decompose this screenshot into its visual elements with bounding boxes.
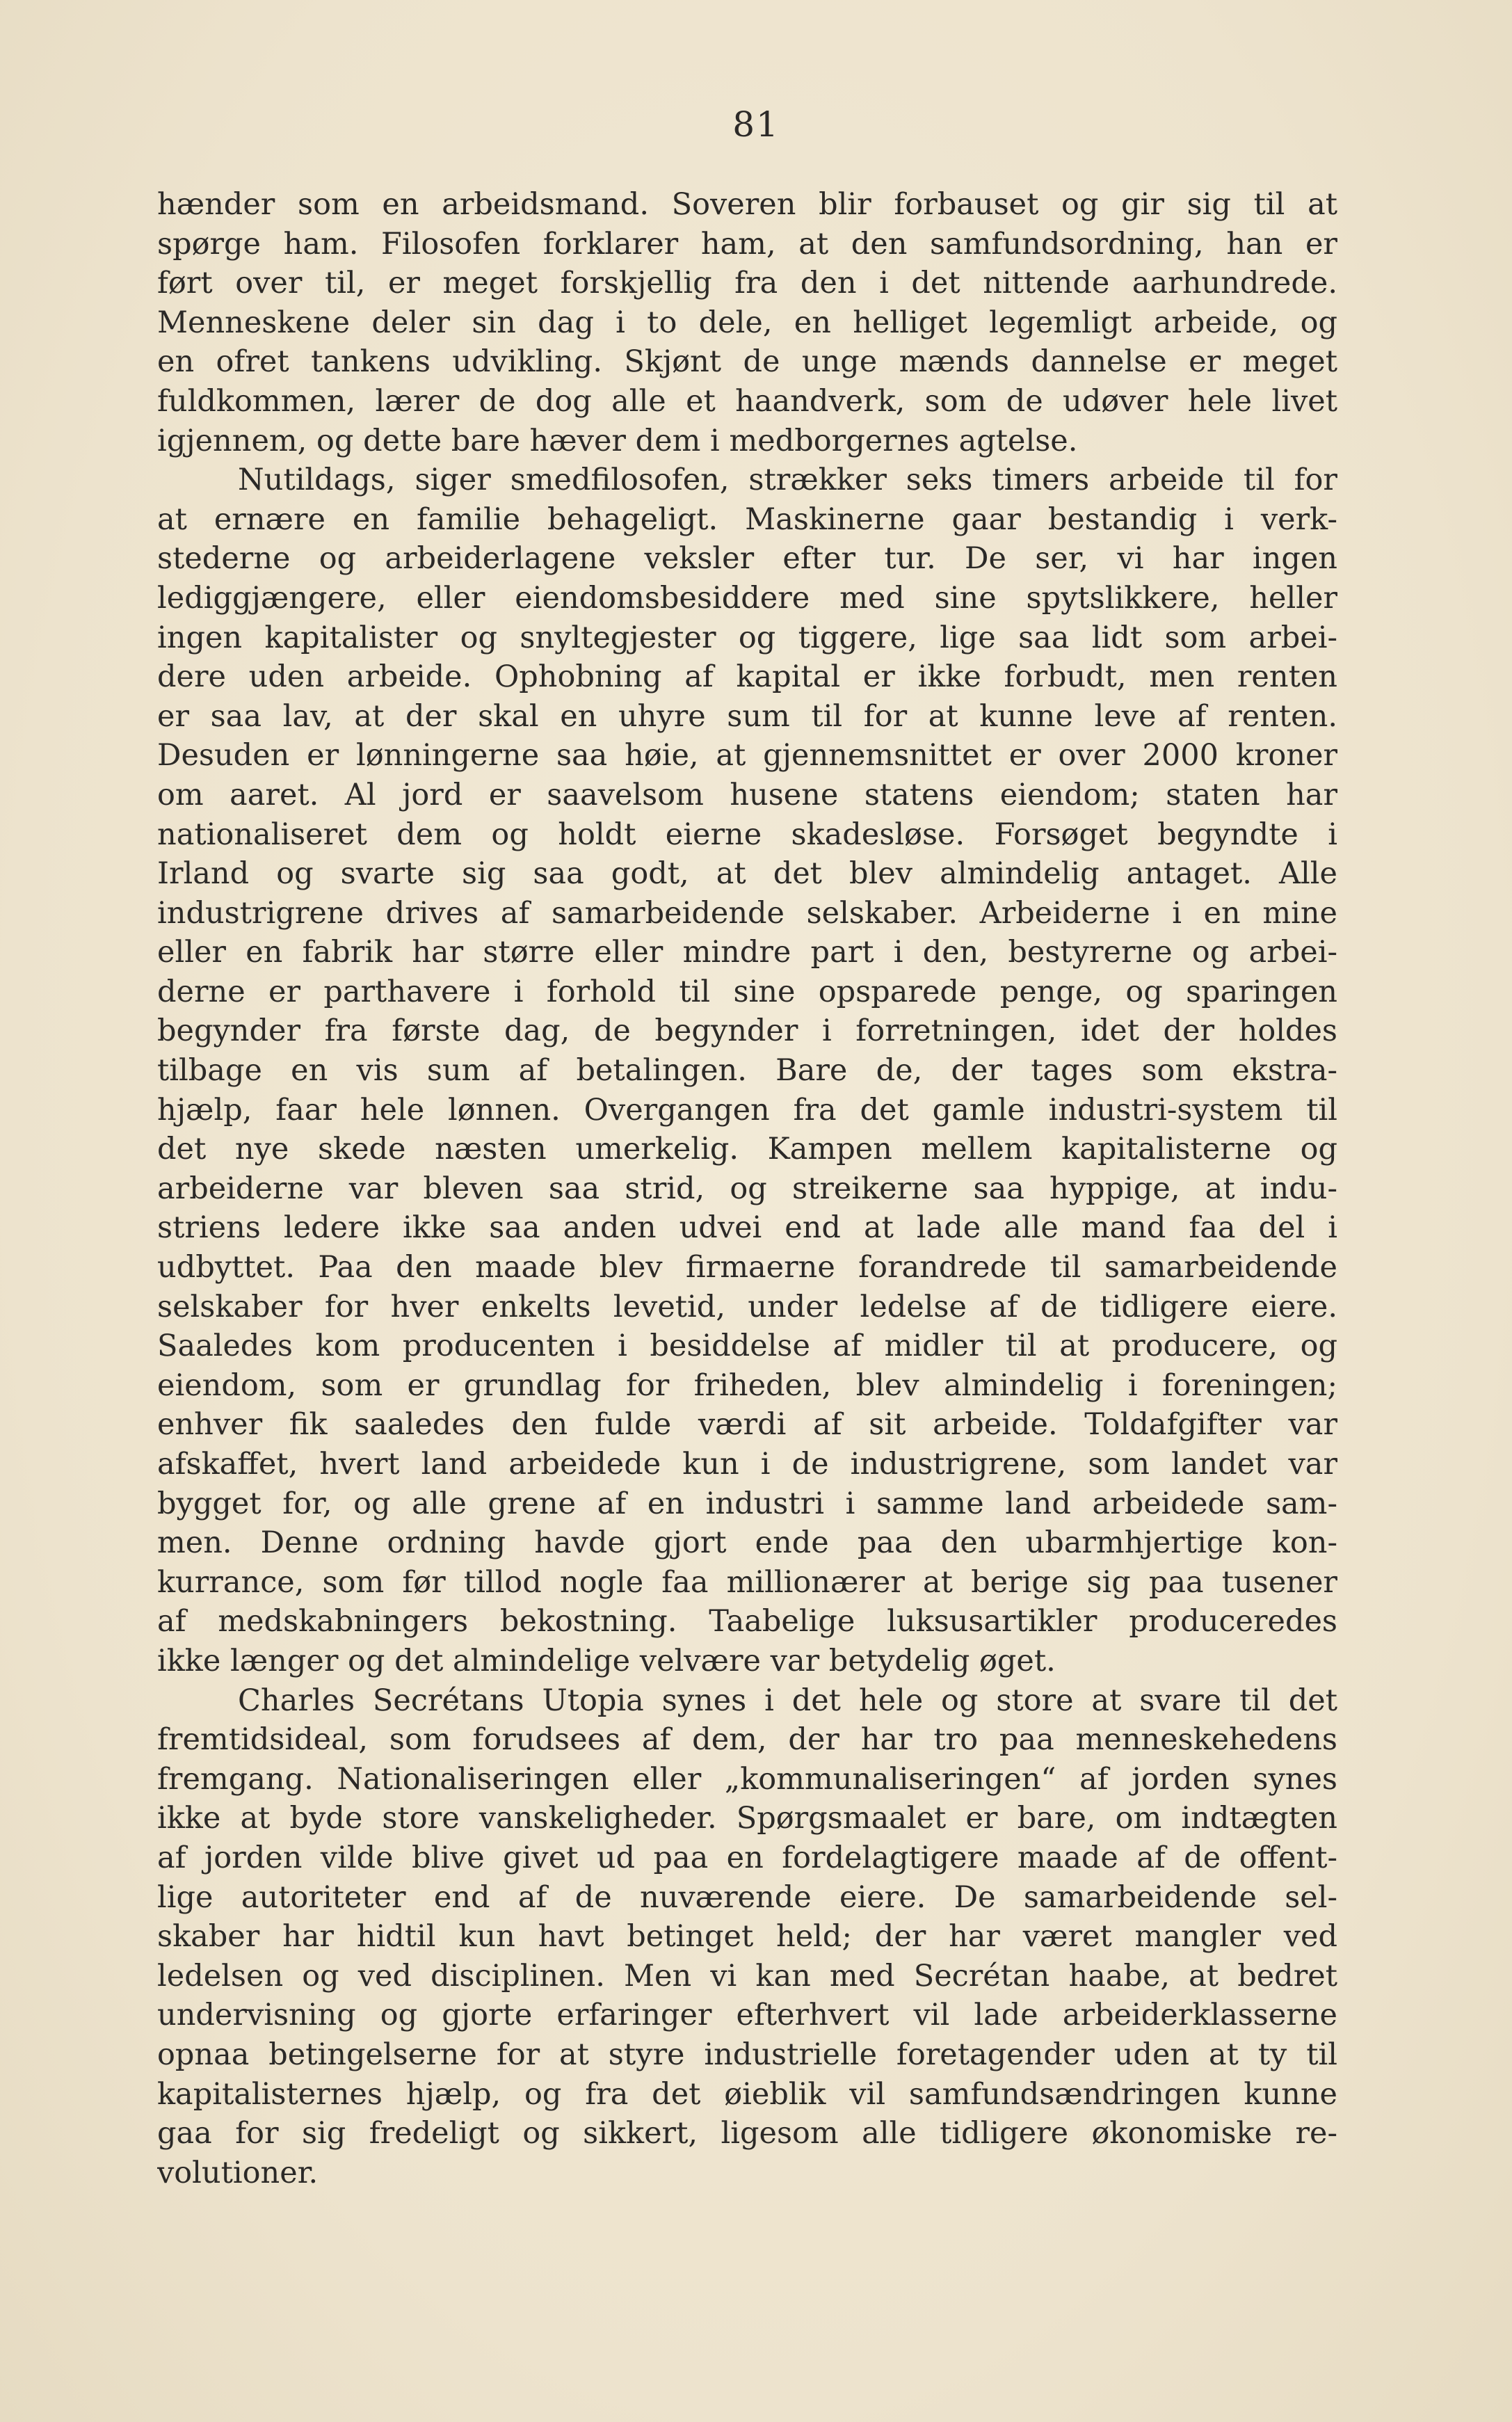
- text-line: opnaa betingelserne for at styre industrielle foretagender uden at ty til: [157, 2037, 1337, 2072]
- text-line: igjennem, og dette bare hæver dem i medborgernes agtelse.: [157, 423, 1078, 458]
- text-line: kapitalisternes hjælp, og fra det øieblik vil samfundsændringen kunne: [157, 2076, 1337, 2112]
- text-line: udbyttet. Paa den maade blev firmaerne forandrede til samarbeidende: [157, 1250, 1337, 1285]
- text-line: selskaber for hver enkelts levetid, under ledelse af de tidligere eiere.: [157, 1289, 1337, 1324]
- text-line: eller en fabrik har større eller mindre part i den, bestyrerne og arbei-: [157, 935, 1337, 970]
- text-line: fuldkommen, lærer de dog alle et haandverk, som de udøver hele livet: [157, 383, 1337, 419]
- text-line: fremgang. Nationaliseringen eller „kommunaliseringen“ af jorden synes: [157, 1761, 1337, 1797]
- text-line: Menneskene deler sin dag i to dele, en helliget legemligt arbeide, og: [157, 305, 1337, 340]
- text-line: ledelsen og ved disciplinen. Men vi kan med Secrétan haabe, at bedret: [157, 1958, 1337, 1994]
- text-line: lige autoriteter end af de nuværende eiere. De samarbeidende sel-: [157, 1879, 1337, 1915]
- text-line: enhver fik saaledes den fulde værdi af sit arbeide. Toldafgifter var: [157, 1407, 1337, 1443]
- text-line: striens ledere ikke saa anden udvei end at lade alle mand faa del i: [157, 1210, 1337, 1246]
- text-line: begynder fra første dag, de begynder i forretningen, idet der holdes: [157, 1013, 1337, 1049]
- text-line: men. Denne ordning havde gjort ende paa den ubarmhjertige kon-: [157, 1525, 1337, 1561]
- text-line: fremtidsideal, som forudsees af dem, der har tro paa menneskehedens: [157, 1722, 1337, 1758]
- text-line: ikke at byde store vanskeligheder. Spørgsmaalet er bare, om indtægten: [157, 1801, 1337, 1836]
- text-line: afskaffet, hvert land arbeidede kun i de industrigrene, som landet var: [157, 1447, 1337, 1482]
- text-line: nationaliseret dem og holdt eierne skadesløse. Forsøget begyndte i: [157, 817, 1337, 852]
- text-line: skaber har hidtil kun havt betinget held; der har været mangler ved: [157, 1919, 1337, 1955]
- text-line: Desuden er lønningerne saa høie, at gjennemsnittet er over 2000 kroner: [157, 738, 1337, 773]
- text-line: spørge ham. Filosofen forklarer ham, at den samfundsordning, han er: [157, 226, 1337, 262]
- text-line: stederne og arbeiderlagene veksler efter tur. De ser, vi har ingen: [157, 541, 1337, 577]
- text-line: kurrance, som før tillod nogle faa millionærer at berige sig paa tusener: [157, 1564, 1337, 1600]
- text-line: derne er parthavere i forhold til sine opsparede penge, og sparingen: [157, 974, 1337, 1009]
- text-line: hænder som en arbeidsmand. Soveren blir forbauset og gir sig til at: [157, 187, 1337, 222]
- text-line: Saaledes kom producenten i besiddelse af midler til at producere, og: [157, 1329, 1337, 1364]
- text-line: er saa lav, at der skal en uhyre sum til for at kunne leve af renten.: [157, 698, 1337, 734]
- text-line: Irland og svarte sig saa godt, at det blev almindelig antaget. Alle: [157, 856, 1337, 892]
- text-line: at ernære en familie behageligt. Maskinerne gaar bestandig i verk-: [157, 502, 1337, 537]
- text-line: om aaret. Al jord er saavelsom husene statens eiendom; staten har: [157, 777, 1337, 812]
- text-line: volutioner.: [157, 2155, 319, 2190]
- text-line: af medskabningers bekostning. Taabelige luksusartikler produceredes: [157, 1604, 1337, 1639]
- text-line: en ofret tankens udvikling. Skjønt de unge mænds dannelse er meget: [157, 344, 1337, 380]
- text-line: ikke længer og det almindelige velvære var betydelig øget.: [157, 1643, 1056, 1678]
- text-line: bygget for, og alle grene af en industri i samme land arbeidede sam-: [157, 1486, 1337, 1521]
- text-line: industrigrene drives af samarbeidende selskaber. Arbeiderne i en mine: [157, 895, 1337, 931]
- text-line: undervisning og gjorte erfaringer efterhvert vil lade arbeiderklasserne: [157, 1998, 1337, 2033]
- body-text: [157, 185, 1337, 2192]
- text-line: arbeiderne var bleven saa strid, og streikerne saa hyppige, at indu-: [157, 1171, 1337, 1206]
- text-line: eiendom, som er grundlag for friheden, blev almindelig i foreningen;: [157, 1368, 1337, 1403]
- text-line: Nutildags, siger smedfilosofen, strækker seks timers arbeide til for: [238, 463, 1337, 498]
- page-number: 81: [732, 104, 780, 145]
- text-line: dere uden arbeide. Ophobning af kapital er ikke forbudt, men renten: [157, 659, 1337, 695]
- text-line: gaa for sig fredeligt og sikkert, ligesom alle tidligere økonomiske re-: [157, 2116, 1337, 2151]
- text-line: Charles Secrétans Utopia synes i det hele og store at svare til det: [238, 1683, 1337, 1718]
- text-line: hjælp, faar hele lønnen. Overgangen fra det gamle industri-system til: [157, 1092, 1337, 1128]
- text-line: lediggjængere, eller eiendomsbesiddere med sine spytslikkere, heller: [157, 580, 1337, 616]
- text-line: ingen kapitalister og snyltegjester og tiggere, lige saa lidt som arbei-: [157, 620, 1337, 655]
- text-line: tilbage en vis sum af betalingen. Bare de, der tages som ekstra-: [157, 1053, 1337, 1089]
- text-line: af jorden vilde blive givet ud paa en fordelagtigere maade af de offent-: [157, 1840, 1337, 1875]
- text-line: det nye skede næsten umerkelig. Kampen mellem kapitalisterne og: [157, 1132, 1337, 1167]
- text-line: ført over til, er meget forskjellig fra den i det nittende aarhundrede.: [157, 266, 1337, 301]
